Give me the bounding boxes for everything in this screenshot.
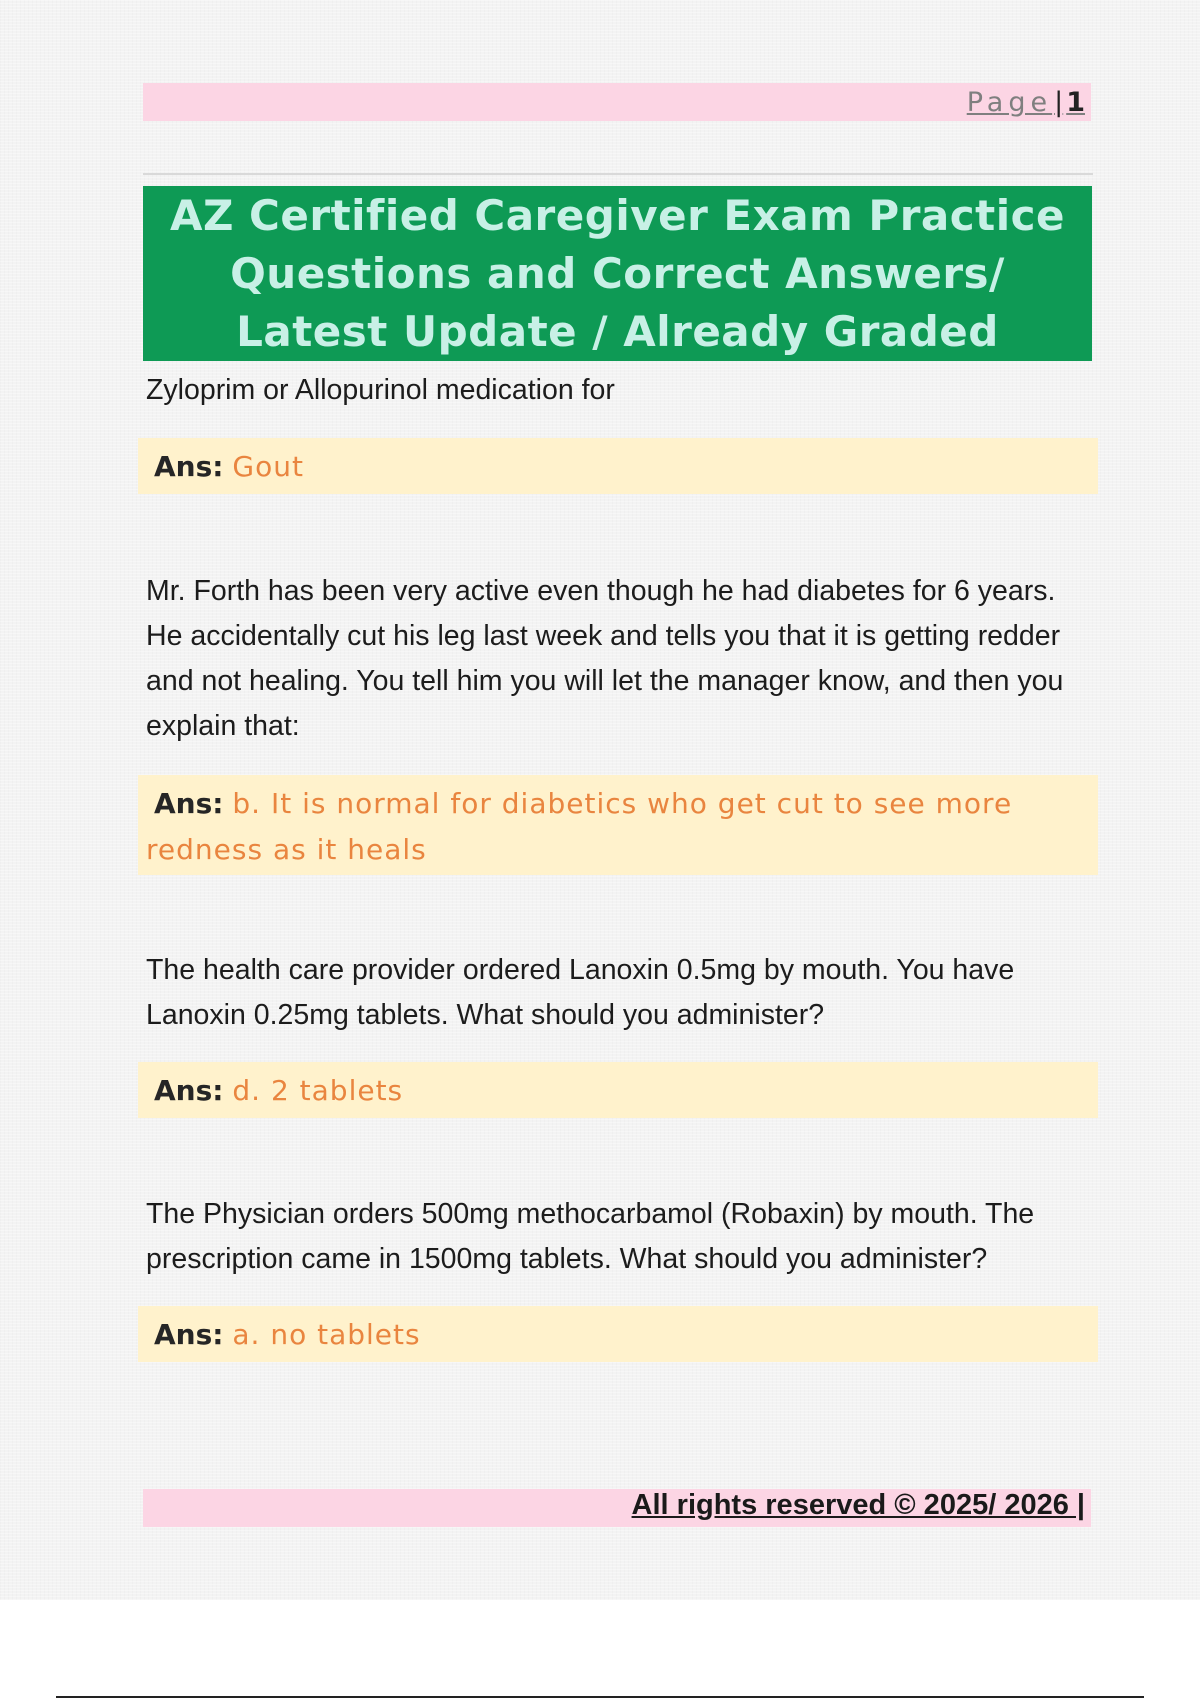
document-title: AZ Certified Caregiver Exam Practice Questions and Correct Answers/ Latest Update / Already Graded: [169, 190, 1066, 356]
copyright-notice: All rights reserved © 2025/ 2026 |: [631, 1489, 1085, 1521]
answer-3: [138, 1062, 1098, 1118]
bottom-divider: [56, 1696, 1144, 1698]
question-4: The Physician orders 500mg methocarbamol (Robaxin) by mouth. The prescription came in 1500mg tablets. What should you administer?: [146, 1198, 1035, 1275]
header-divider: [143, 173, 1093, 175]
page-number: 1: [1066, 87, 1085, 118]
answer-label: Ans:: [154, 787, 224, 820]
page-separator: |: [1054, 87, 1064, 118]
question-2: Mr. Forth has been very active even though he had diabetes for 6 years. He accidentally cut his leg last week and tells you that it is getting redder and not healing. You tell him you will let the manager know, and then you explain that:: [146, 575, 1064, 742]
page-header: [143, 83, 1091, 121]
title-banner: [143, 186, 1092, 361]
answer-value: a. no tablets: [232, 1318, 421, 1351]
answer-label: Ans:: [154, 450, 224, 483]
answer-2: [138, 775, 1098, 875]
answer-4: [138, 1306, 1098, 1362]
question-1: Zyloprim or Allopurinol medication for: [146, 374, 615, 406]
answer-value: b. It is normal for diabetics who get cut to see more redness as it heals: [146, 787, 1013, 866]
answer-label: Ans:: [154, 1318, 224, 1351]
answer-label: Ans:: [154, 1074, 224, 1107]
answer-1: [138, 438, 1098, 494]
answer-value: d. 2 tablets: [232, 1074, 404, 1107]
answer-value: Gout: [232, 450, 304, 483]
page-label-text: Page: [966, 87, 1053, 118]
page-number-label: [967, 87, 1085, 118]
page-footer: [143, 1489, 1091, 1527]
question-3: The health care provider ordered Lanoxin 0.5mg by mouth. You have Lanoxin 0.25mg tablets. What should you administer?: [146, 954, 1015, 1031]
